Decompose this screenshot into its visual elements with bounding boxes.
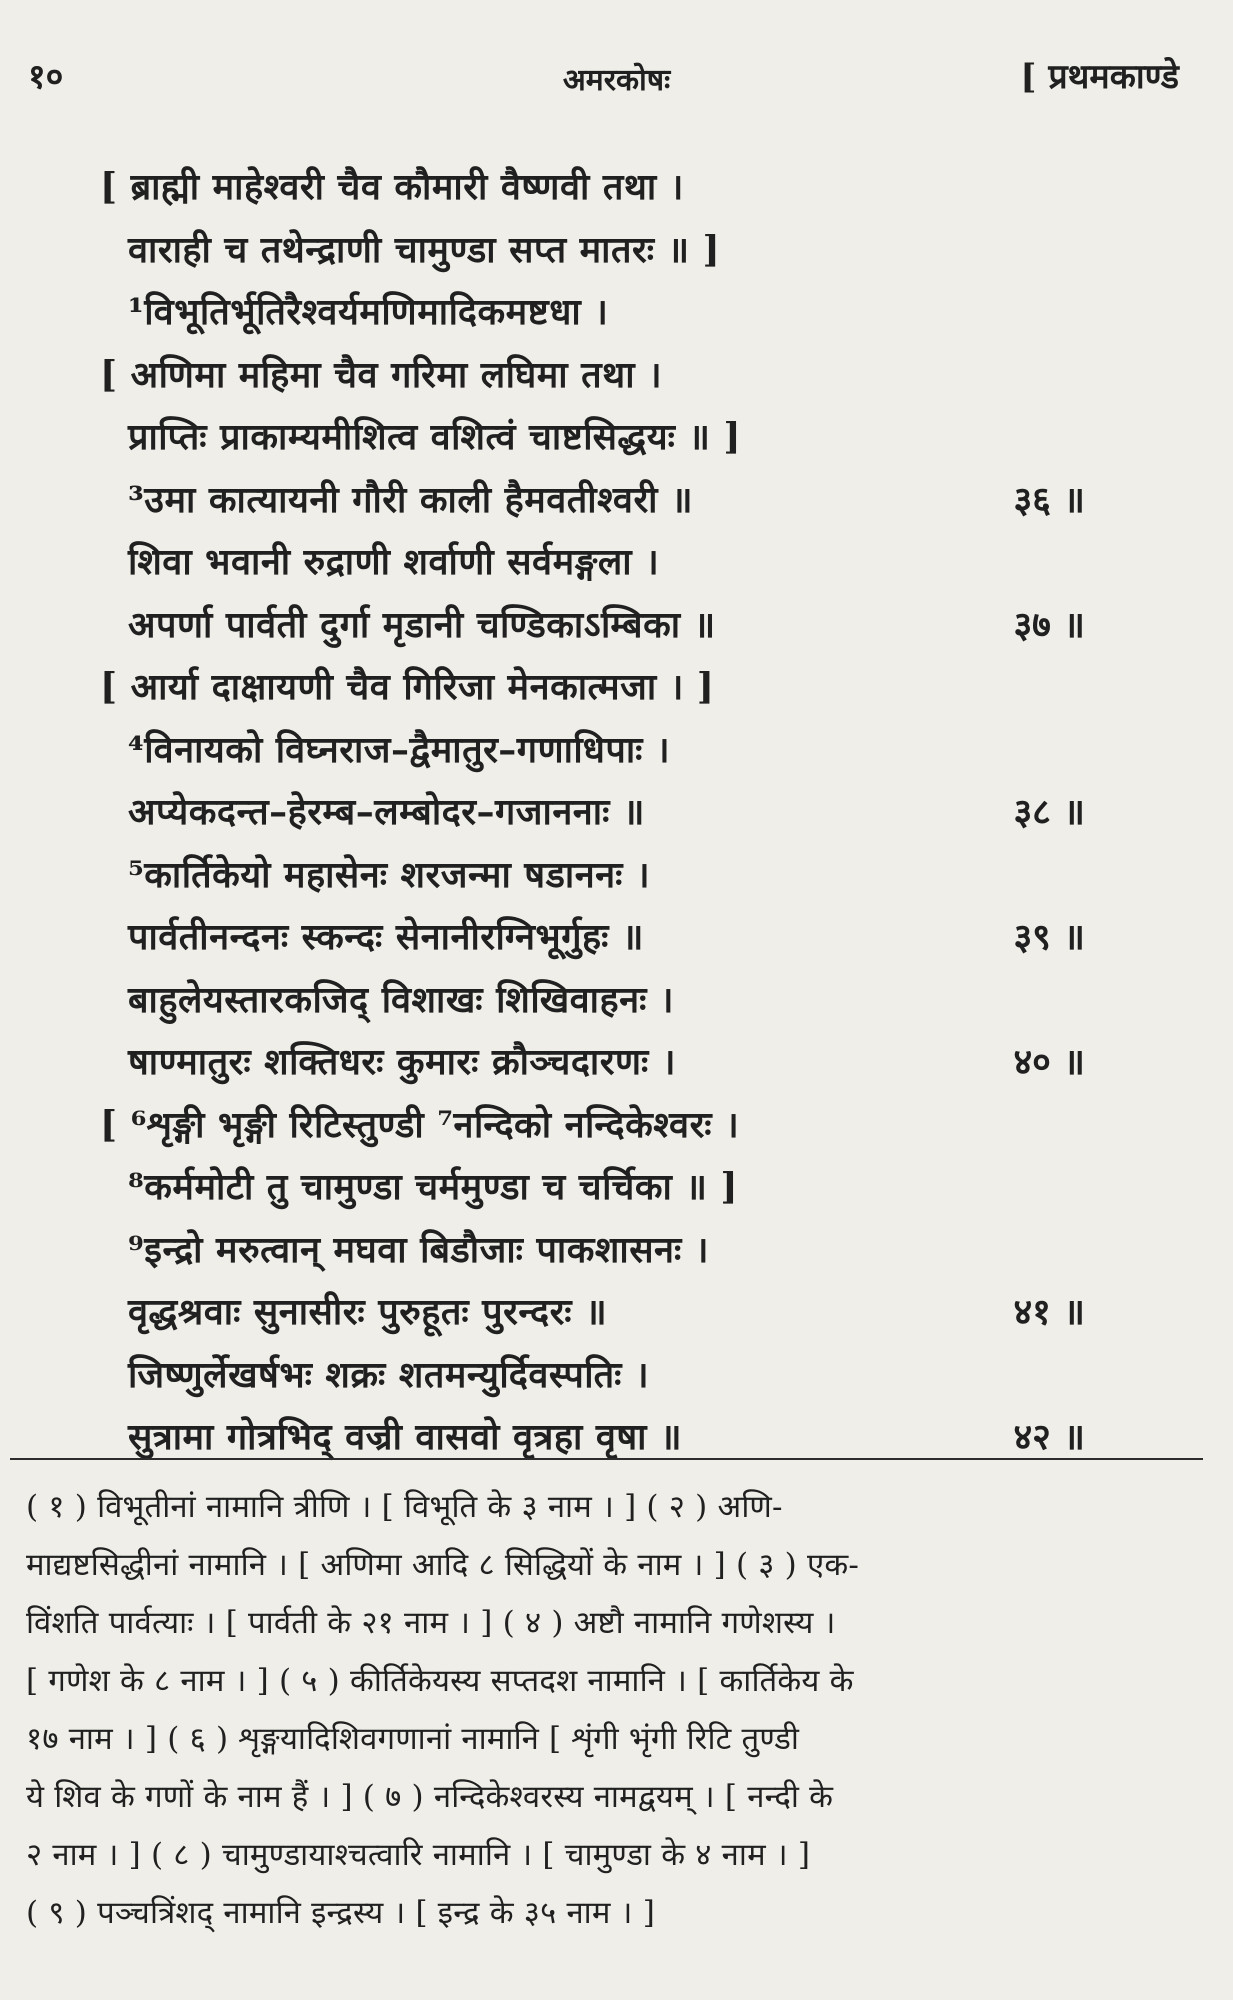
verse-text: ⁵कार्तिकेयो महासेनः शरजन्मा षडाननः । — [128, 853, 651, 896]
verse-text: [ आर्या दाक्षायणी चैव गिरिजा मेनकात्मजा । ] — [100, 666, 715, 708]
verse-line — [100, 844, 1085, 907]
verse-text: शिवा भवानी रुद्राणी शर्वाणी सर्वमङ्गला । — [128, 541, 660, 583]
verse-line — [100, 1094, 1085, 1157]
verse-text: षाण्मातुरः शक्तिधरः कुमारः क्रौञ्चदारणः । — [128, 1041, 676, 1083]
footnote-line: विंशति पार्वत्याः । [ पार्वती के २१ नाम । ] ( ४ ) अष्टौ नामानि गणेशस्य । — [26, 1605, 836, 1641]
verse-text: ⁸कर्ममोटी तु चामुण्डा चर्ममुण्डा च चर्चिका ॥ ] — [128, 1166, 738, 1208]
section-label: [ प्रथमकाण्डे — [1020, 57, 1179, 97]
verse-number: ३७ ॥ — [1013, 603, 1085, 646]
verse-line — [100, 969, 1085, 1032]
verse-line — [100, 281, 1085, 344]
verse-text: बाहुलेयस्तारकजिद् विशाखः शिखिवाहनः । — [128, 978, 675, 1021]
verse-text: [ अणिमा महिमा चैव गरिमा लघिमा तथा । — [100, 353, 663, 396]
footnotes — [26, 1478, 1202, 1942]
footnote-line: १७ नाम । ] ( ६ ) शृङ्गयादिशिवगणानां नामानि [ शृंगी भृंगी रिटि तुण्डी — [26, 1721, 800, 1757]
verse-line — [100, 219, 1085, 282]
verse-line — [100, 156, 1085, 219]
verse-line — [100, 1219, 1085, 1282]
verse-line — [100, 1281, 1085, 1344]
page-number: १० — [28, 57, 64, 97]
footnote-line: ये शिव के गणों के नाम हैं । ] ( ७ ) नन्दिकेश्वरस्य नामद्वयम् । [ नन्दी के — [26, 1779, 834, 1815]
footnote-line: [ गणेश के ८ नाम । ] ( ५ ) कीर्तिकेयस्य सप्तदश नामानि । [ कार्तिकेय के — [26, 1663, 854, 1699]
verse-text: पार्वतीनन्दनः स्कन्दः सेनानीरग्निभूर्गुहः ॥ — [128, 916, 644, 958]
verse-line — [100, 594, 1085, 657]
verse-text: जिष्णुर्लेखर्षभः शक्रः शतमन्युर्दिवस्पतिः । — [128, 1353, 650, 1396]
verse-text: वृद्धश्रवाः सुनासीरः पुरुहूतः पुरन्दरः ॥ — [128, 1291, 608, 1333]
verse-text: प्राप्तिः प्राकाम्यमीशित्व वशित्वं चाष्टसिद्धयः ॥ ] — [128, 416, 742, 458]
footnote-line: ( १ ) विभूतीनां नामानि त्रीणि । [ विभूति के ३ नाम । ] ( २ ) अणि- — [26, 1489, 783, 1525]
running-title: अमरकोषः — [562, 63, 671, 98]
verse-line — [100, 719, 1085, 782]
verse-number: ४२ ॥ — [1013, 1416, 1085, 1458]
verse-line — [100, 906, 1085, 969]
verse-line — [100, 406, 1085, 469]
verse-block — [100, 156, 1085, 1469]
verse-line — [100, 344, 1085, 407]
verse-number: ३८ ॥ — [1013, 791, 1085, 833]
verse-line — [100, 1031, 1085, 1094]
verse-text: अपर्णा पार्वती दुर्गा मृडानी चण्डिकाऽम्बिका ॥ — [128, 603, 716, 646]
verse-number: ४१ ॥ — [1013, 1291, 1085, 1333]
verse-number: ४० ॥ — [1013, 1041, 1085, 1083]
verse-text: ¹विभूतिर्भूतिरैश्वर्यमणिमादिकमष्टधा । — [128, 291, 609, 333]
verse-text: वाराही च तथेन्द्राणी चामुण्डा सप्त मातरः ॥ ] — [128, 228, 721, 271]
verse-line — [100, 656, 1085, 719]
verse-text: [ ब्राह्मी माहेश्वरी चैव कौमारी वैष्णवी तथा । — [100, 166, 684, 208]
footnote-divider — [10, 1458, 1203, 1460]
verse-line — [100, 781, 1085, 844]
footnote-line: २ नाम । ] ( ८ ) चामुण्डायाश्चत्वारि नामानि । [ चामुण्डा के ४ नाम । ] — [26, 1837, 811, 1873]
verse-text: सुत्रामा गोत्रभिद् वज्री वासवो वृत्रहा वृषा ॥ — [128, 1416, 683, 1458]
footnote-line: ( ९ ) पञ्चत्रिंशद् नामानि इन्द्रस्य । [ इन्द्र के ३५ नाम । ] — [26, 1895, 655, 1931]
verse-line — [100, 469, 1085, 532]
verse-text: ⁴विनायको विघ्नराज–द्वैमातुर–गणाधिपाः । — [128, 728, 671, 771]
verse-text: ³उमा कात्यायनी गौरी काली हैमवतीश्वरी ॥ — [128, 478, 694, 521]
verse-number: ३९ ॥ — [1013, 916, 1085, 958]
page-header — [0, 52, 1233, 112]
verse-line — [100, 1344, 1085, 1407]
footnote-line: माद्यष्टसिद्धीनां नामानि । [ अणिमा आदि ८ सिद्धियों के नाम । ] ( ३ ) एक- — [26, 1547, 860, 1583]
verse-number: ३६ ॥ — [1013, 478, 1085, 521]
verse-text: अप्येकदन्त–हेरम्ब–लम्बोदर–गजाननाः ॥ — [128, 791, 645, 833]
verse-text: ⁹इन्द्रो मरुत्वान् मघवा बिडौजाः पाकशासनः । — [128, 1228, 709, 1271]
verse-line — [100, 1156, 1085, 1219]
verse-text: [ ⁶शृङ्गी भृङ्गी रिटिस्तुण्डी ⁷नन्दिको नन्दिकेश्वरः । — [100, 1103, 740, 1146]
verse-line — [100, 531, 1085, 594]
